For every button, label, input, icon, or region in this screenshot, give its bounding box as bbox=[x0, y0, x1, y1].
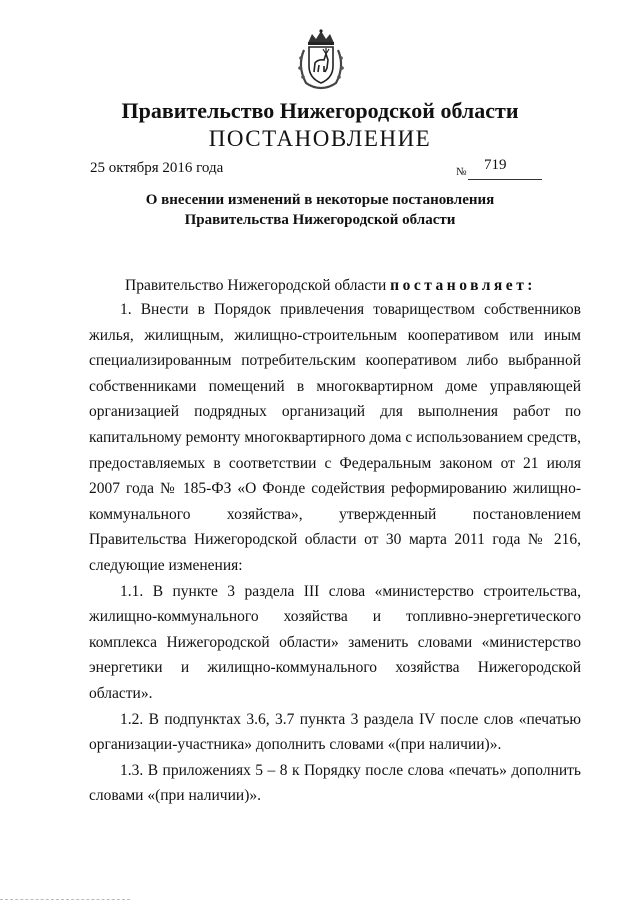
document-type: ПОСТАНОВЛЕНИЕ bbox=[208, 126, 432, 151]
document-subject bbox=[0, 190, 640, 230]
paragraph-1-2: 1.2. В подпунктах 3.6, 3.7 пункта 3 раздела IV после слов «печатью организации-участника» дополнить словами «(при наличии)». bbox=[89, 710, 581, 754]
paragraph-1-3: 1.3. В приложениях 5 – 8 к Порядку после слова «печать» дополнить словами «(при наличии)». bbox=[89, 761, 581, 805]
preamble-resolves: постановляет: bbox=[390, 277, 536, 294]
paragraph-1: 1. Внести в Порядок привлечения товариществом собственников жилья, жилищным, жилищно-строительным кооперативом или иным специализированным потребительским кооперативом либо выбранной собственниками помещений в многоквартирном доме управляющей организацией подрядных организаций для выполнения работ по капитальному ремонту многоквартирного дома с использованием средств, предоставляемых в соответствии с Федеральным законом от 21 июля 2007 года № 185-ФЗ «О Фонде содействия реформированию жилищно-коммунального хозяйства», утвержденный постановлением Правительства Нижегородской области от 30 марта 2011 года № 216, следующие изменения: bbox=[89, 301, 581, 574]
number-underline bbox=[468, 179, 542, 180]
number-sign: № bbox=[456, 166, 467, 178]
preamble bbox=[125, 277, 536, 295]
scan-artifact-line bbox=[0, 899, 130, 900]
government-name: Правительство Нижегородской области bbox=[121, 98, 519, 123]
preamble-text: Правительство Нижегородской области bbox=[125, 277, 387, 294]
document-date: 25 октября 2016 года bbox=[90, 160, 224, 176]
document-number: 719 bbox=[484, 157, 507, 173]
document-body bbox=[89, 297, 581, 809]
paragraph-1-1: 1.1. В пункте 3 раздела III слова «министерство строительства, жилищно-коммунального хозяйства и топливно-энергетического комплекса Нижегородской области» заменить словами «министерство энергетики и жилищно-коммунального хозяйства Нижегородской области». bbox=[89, 582, 581, 702]
coat-of-arms-emblem bbox=[294, 28, 348, 90]
subject-line-2: Правительства Нижегородской области bbox=[184, 212, 456, 228]
subject-line-1: О внесении изменений в некоторые постановления bbox=[145, 192, 495, 208]
